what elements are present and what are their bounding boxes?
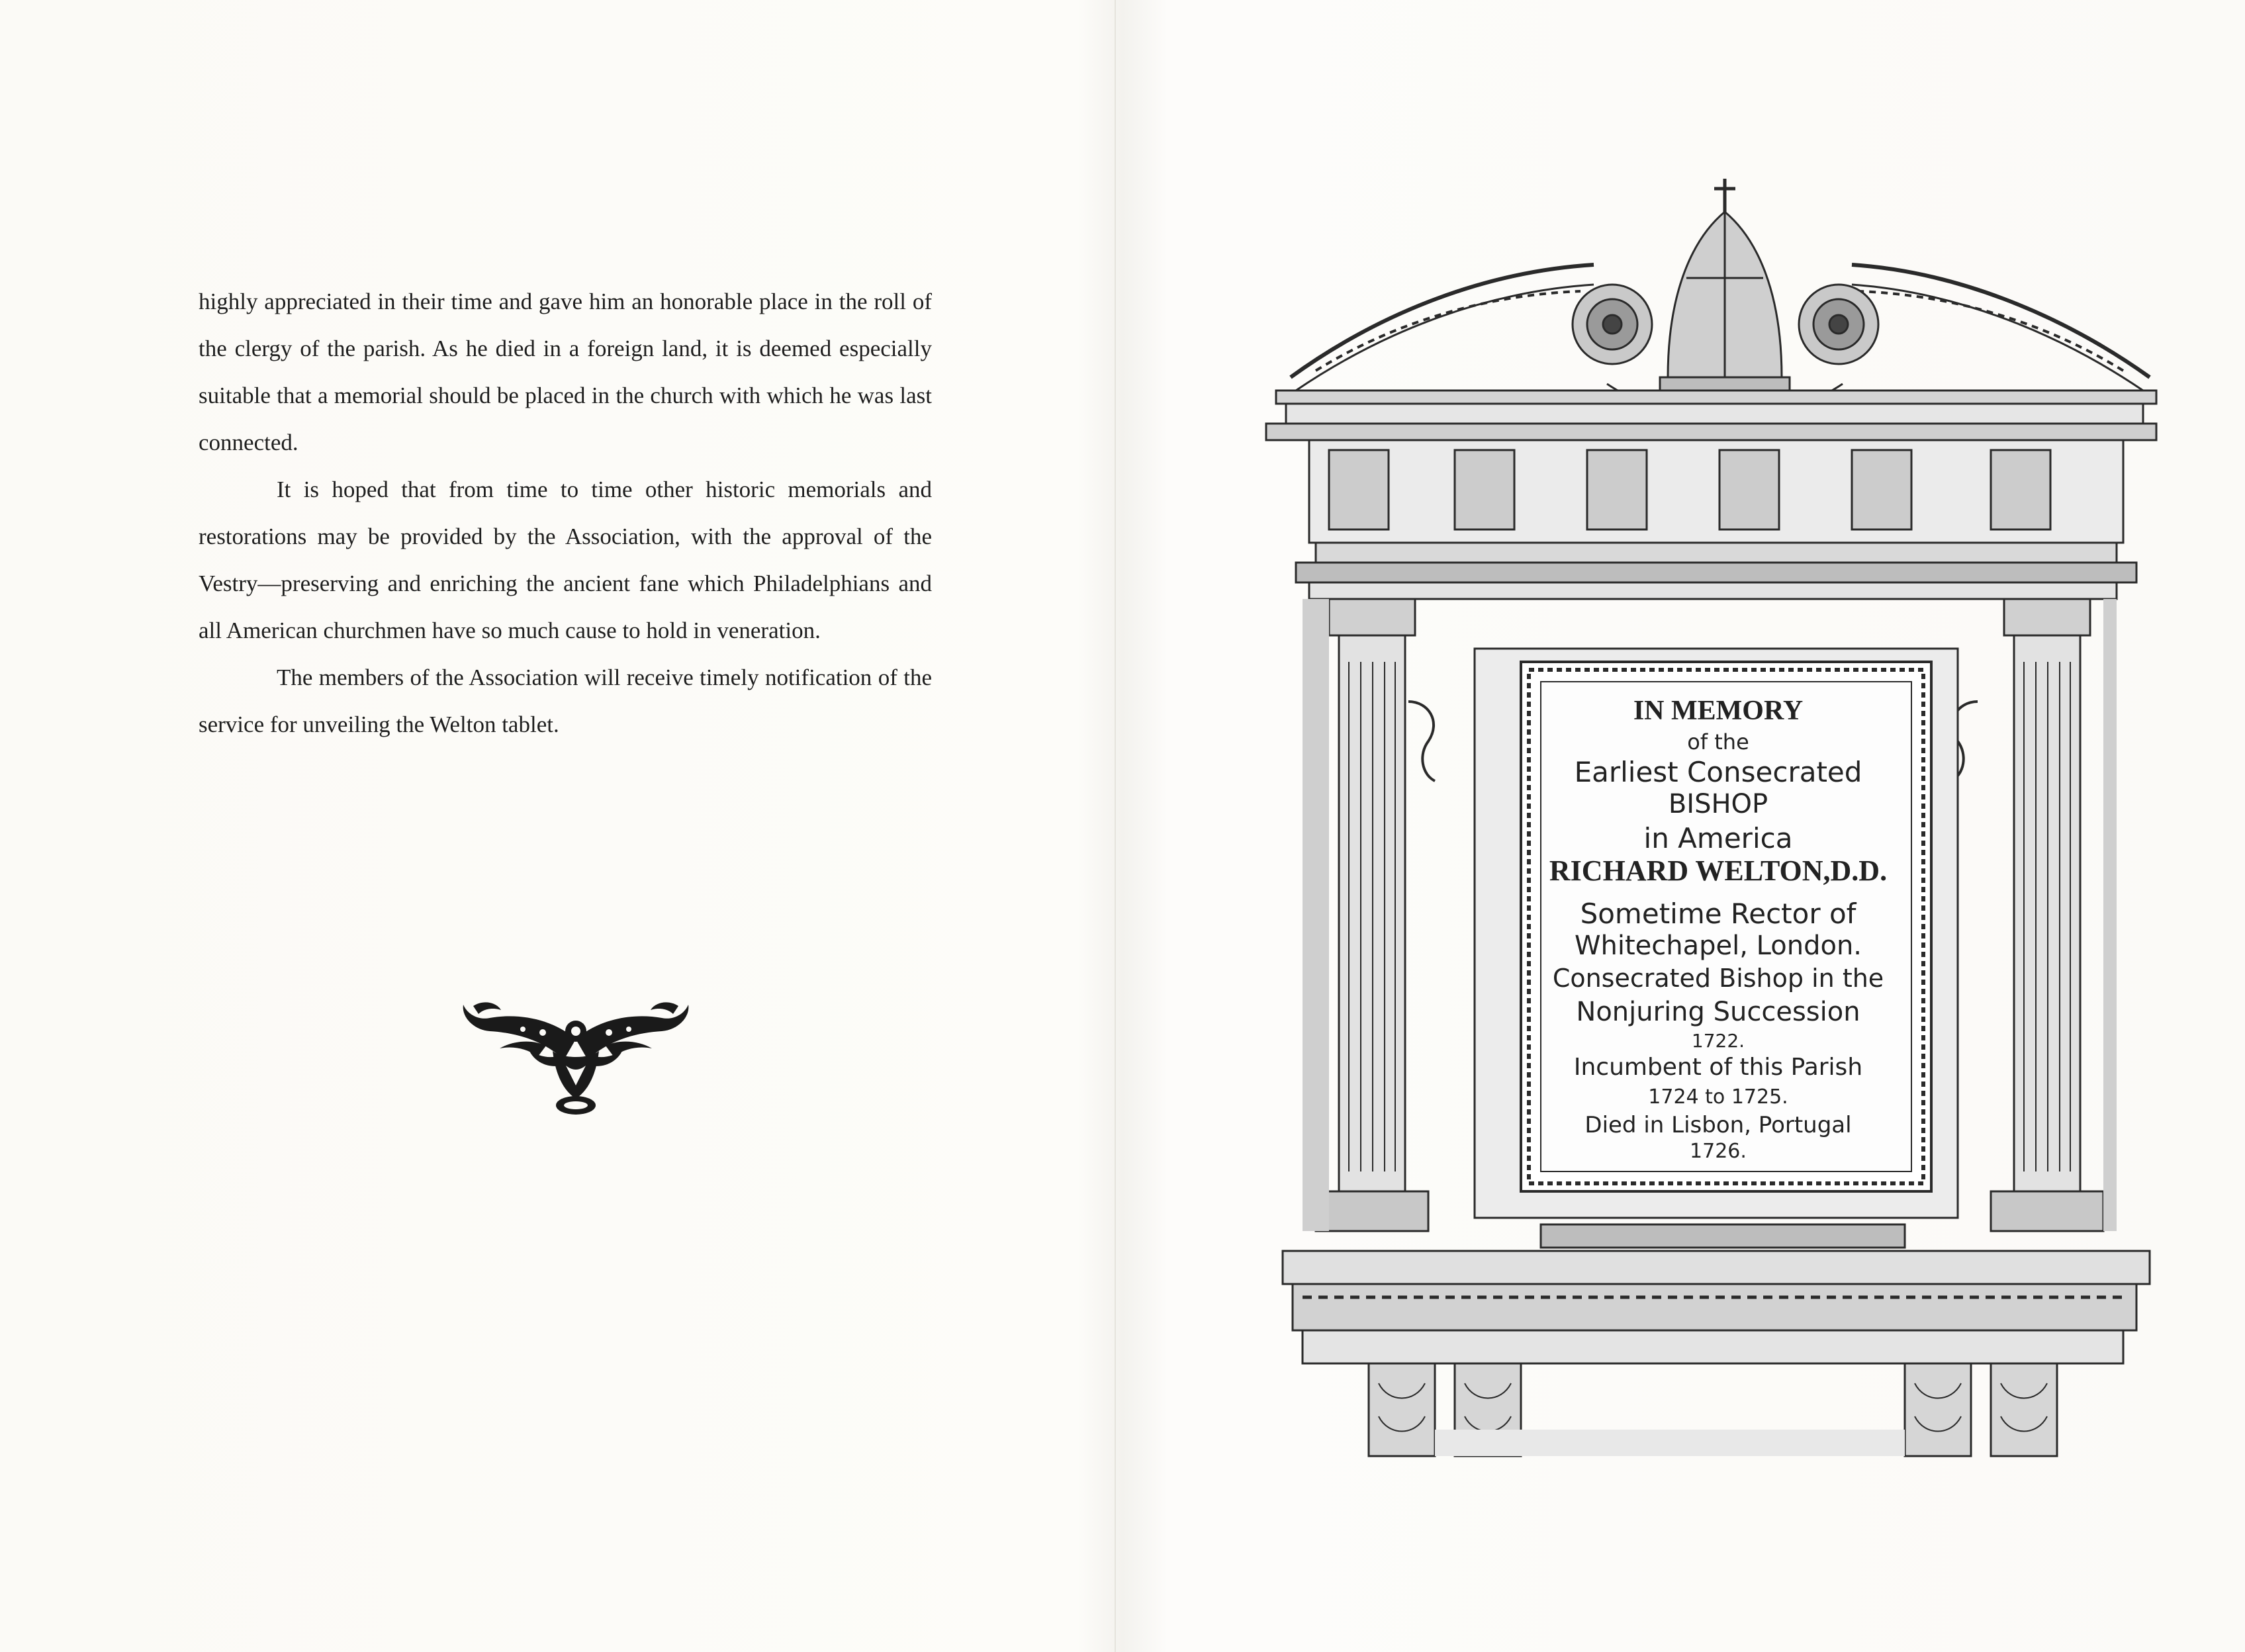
inscription-line-8: Whitechapel, London. — [1574, 931, 1862, 961]
inscription-line-6: RICHARD WELTON,D.D. — [1549, 854, 1888, 887]
paragraph-3: The members of the Association will receive timely notification of the service for unveiling the Welton tablet. — [199, 665, 932, 737]
inscription-line-11: 1722. — [1691, 1030, 1745, 1052]
inscription-line-12: Incumbent of this Parish — [1573, 1054, 1863, 1081]
body-text — [199, 278, 932, 748]
inscription-line-15: 1726. — [1690, 1140, 1747, 1163]
paragraph-2: It is hoped that from time to time other historic memorials and restorations may be provided by the Association, with the approval of the Vestry—preserving and enriching the ancient fane which Philadelphians and all American churchmen have so much cause to hold in veneration. — [199, 477, 932, 643]
inscription-line-5: in America — [1643, 822, 1793, 854]
inscription-line-4: BISHOP — [1668, 789, 1768, 819]
inscription-line-1: IN MEMORY — [1633, 696, 1804, 726]
paragraph-1: highly appreciated in their time and gave him an honorable place in the roll of the clergy of the parish. As he died in a foreign land, it is deemed especially suitable that a memorial should be placed in the church with which he was last connected. — [199, 289, 932, 455]
inscription-line-3: Earliest Consecrated — [1574, 756, 1862, 788]
inscription-line-2: of the — [1687, 729, 1749, 755]
acanthus-scroll-ornament-icon — [460, 993, 692, 1119]
inscription-line-7: Sometime Rector of — [1580, 897, 1856, 930]
left-page — [0, 0, 1116, 1652]
inscription-line-13: 1724 to 1725. — [1648, 1085, 1788, 1109]
inscription-line-10: Nonjuring Succession — [1576, 997, 1860, 1027]
inscription-line-9: Consecrated Bishop in the — [1552, 964, 1884, 993]
inscription-line-14: Died in Lisbon, Portugal — [1584, 1112, 1852, 1138]
